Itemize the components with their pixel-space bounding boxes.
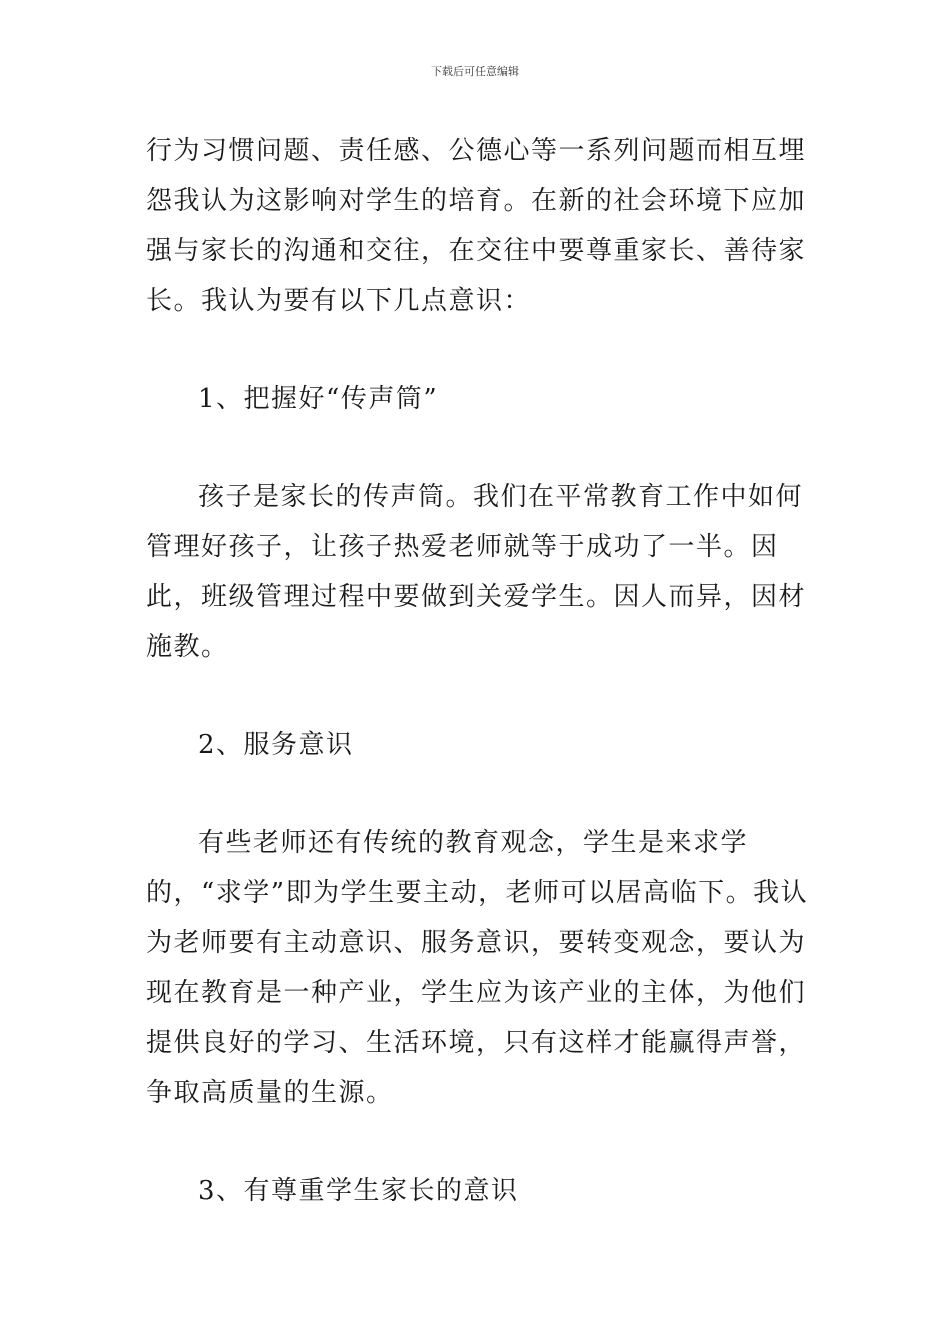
paragraph-section-2: 有些老师还有传统的教育观念，学生是来求学的，“求学”即为学生要主动，老师可以居高临下。我认为老师要有主动意识、服务意识，要转变观念，要认为现在教育是一种产业，学生应为该产业的主体，为他们提供良好的学习、生活环境，只有这样才能赢得声誉，争取高质量的生源。 (146, 828, 809, 1108)
paragraph-gap (146, 424, 810, 472)
paragraph-intro: 行为习惯问题、责任感、公德心等一系列问题而相互埋怨我认为这影响对学生的培育。在新的社会环境下应加强与家长的沟通和交往，在交往中要尊重家长、善待家长。我认为要有以下几点意识： (146, 136, 807, 316)
section-heading-1: 1、把握好“传声筒” (198, 384, 439, 414)
paragraph-gap (146, 770, 810, 818)
section-heading-3: 3、有尊重学生家长的意识 (198, 1176, 519, 1206)
paragraph-gap (146, 326, 810, 374)
document-body (146, 126, 810, 1216)
paragraph-gap (146, 1118, 810, 1166)
header-note: 下载后可任意编辑 (431, 65, 519, 78)
paragraph-gap (146, 672, 810, 720)
paragraph-section-1: 孩子是家长的传声筒。我们在平常教育工作中如何管理好孩子，让孩子热爱老师就等于成功了一半。因此，班级管理过程中要做到关爱学生。因人而异，因材施教。 (146, 482, 807, 662)
section-heading-2: 2、服务意识 (198, 730, 354, 760)
